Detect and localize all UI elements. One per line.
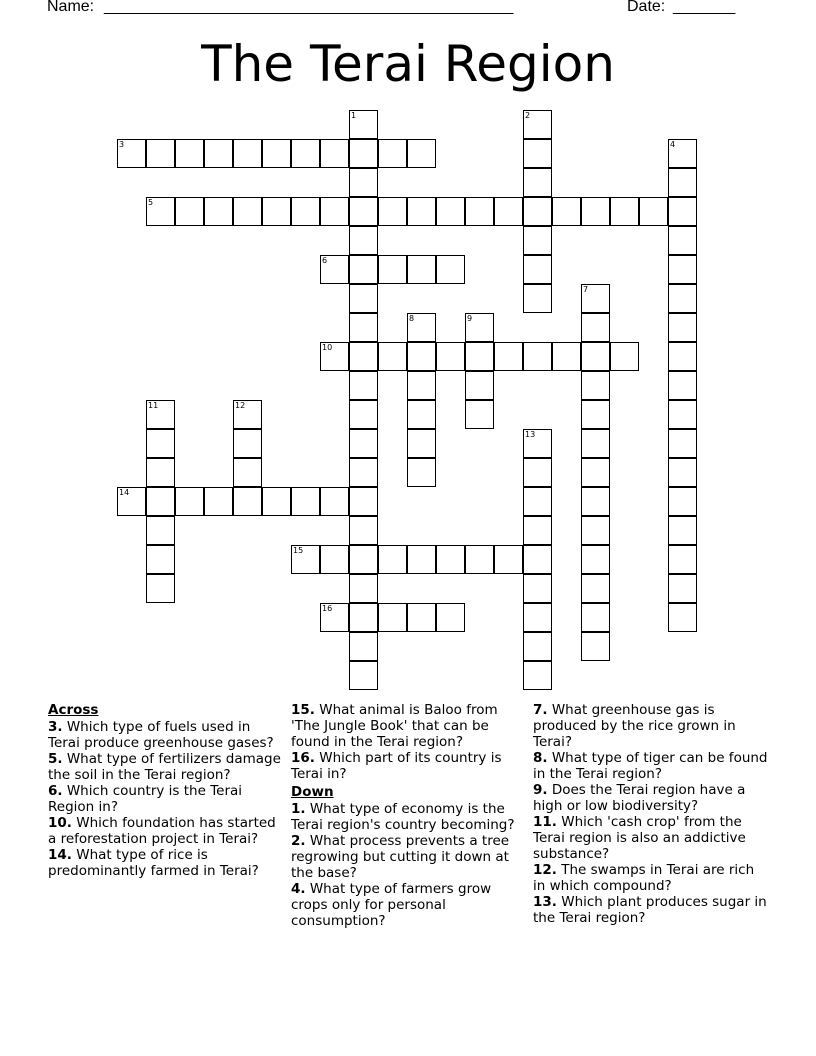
grid-cell[interactable] [523, 429, 552, 458]
grid-cell[interactable] [668, 371, 697, 400]
grid-cell[interactable] [523, 226, 552, 255]
clue-number: 10 [322, 343, 333, 352]
grid-cell[interactable] [407, 371, 436, 400]
grid-cell[interactable] [349, 168, 378, 197]
grid-cell[interactable] [349, 458, 378, 487]
grid-cell[interactable] [146, 487, 175, 516]
grid-cell[interactable] [233, 197, 262, 226]
grid-cell[interactable] [610, 342, 639, 371]
grid-cell[interactable] [581, 545, 610, 574]
clue-number: 8 [409, 314, 415, 323]
grid-cell[interactable] [465, 545, 494, 574]
grid-cell[interactable] [668, 429, 697, 458]
grid-cell[interactable] [175, 197, 204, 226]
grid-cell[interactable] [378, 139, 407, 168]
grid-cell[interactable] [349, 255, 378, 284]
grid-cell[interactable] [349, 342, 378, 371]
clue-across-10: 10. Which foundation has started a reforestation project in Terai? [48, 815, 276, 847]
grid-cell[interactable] [407, 139, 436, 168]
grid-cell[interactable] [668, 255, 697, 284]
grid-cell[interactable] [378, 197, 407, 226]
grid-cell[interactable] [320, 545, 349, 574]
clue-number: 15 [293, 546, 304, 555]
grid-cell[interactable] [407, 255, 436, 284]
grid-cell[interactable] [552, 197, 581, 226]
grid-cell[interactable] [378, 545, 407, 574]
grid-cell[interactable] [581, 632, 610, 661]
date-label: Date: [627, 0, 666, 15]
clue-number: 7 [583, 285, 589, 294]
grid-cell[interactable] [494, 342, 523, 371]
grid-cell[interactable] [581, 313, 610, 342]
grid-cell[interactable] [204, 197, 233, 226]
page-title: The Terai Region [201, 35, 615, 93]
grid-cell[interactable] [523, 574, 552, 603]
grid-cell[interactable] [668, 400, 697, 429]
grid-cell[interactable] [581, 342, 610, 371]
grid-cell[interactable] [204, 487, 233, 516]
grid-cell[interactable] [523, 516, 552, 545]
name-field[interactable]: ______________________________________________ [104, 0, 514, 15]
grid-cell[interactable] [378, 603, 407, 632]
grid-cell[interactable] [407, 545, 436, 574]
grid-cell[interactable] [349, 371, 378, 400]
grid-cell[interactable] [320, 342, 349, 371]
grid-cell[interactable] [523, 545, 552, 574]
grid-cell[interactable] [552, 342, 581, 371]
grid-cell[interactable] [407, 603, 436, 632]
grid-cell[interactable] [668, 168, 697, 197]
grid-cell[interactable] [523, 139, 552, 168]
grid-cell[interactable] [349, 400, 378, 429]
clue-number: 5 [148, 198, 154, 207]
grid-cell[interactable] [233, 139, 262, 168]
grid-cell[interactable] [349, 574, 378, 603]
grid-cell[interactable] [436, 342, 465, 371]
grid-cell[interactable] [349, 139, 378, 168]
clue-down-13: 13. Which plant produces sugar in the Terai region? [533, 894, 767, 926]
grid-cell[interactable] [465, 342, 494, 371]
grid-cell[interactable] [639, 197, 668, 226]
clue-number: 6 [322, 256, 328, 265]
grid-cell[interactable] [668, 458, 697, 487]
grid-cell[interactable] [349, 632, 378, 661]
grid-cell[interactable] [233, 429, 262, 458]
clues-column-3 [533, 702, 768, 926]
grid-cell[interactable] [668, 139, 697, 168]
grid-cell[interactable] [233, 458, 262, 487]
grid-cell[interactable] [117, 139, 146, 168]
grid-cell[interactable] [349, 313, 378, 342]
grid-cell[interactable] [668, 284, 697, 313]
grid-cell[interactable] [581, 487, 610, 516]
clue-down-11: 11. Which 'cash crop' from the Terai region is also an addictive substance? [533, 814, 746, 862]
grid-cell[interactable] [233, 487, 262, 516]
grid-cell[interactable] [668, 516, 697, 545]
grid-cell[interactable] [349, 197, 378, 226]
grid-cell[interactable] [204, 139, 233, 168]
grid-cell[interactable] [407, 400, 436, 429]
clue-across-5: 5. What type of fertilizers damage the soil in the Terai region? [48, 751, 281, 783]
clue-across-6: 6. Which country is the Terai Region in? [48, 783, 243, 815]
grid-cell[interactable] [320, 139, 349, 168]
grid-cell[interactable] [494, 545, 523, 574]
grid-cell[interactable] [436, 255, 465, 284]
grid-cell[interactable] [175, 487, 204, 516]
grid-cell[interactable] [581, 400, 610, 429]
grid-cell[interactable] [117, 487, 146, 516]
grid-cell[interactable] [523, 632, 552, 661]
grid-cell[interactable] [436, 197, 465, 226]
clue-down-7: 7. What greenhouse gas is produced by the rice grown in Terai? [533, 702, 736, 750]
grid-cell[interactable] [523, 168, 552, 197]
grid-cell[interactable] [262, 139, 291, 168]
grid-cell[interactable] [581, 371, 610, 400]
clue-number: 11 [148, 401, 159, 410]
grid-cell[interactable] [291, 545, 320, 574]
grid-cell[interactable] [349, 110, 378, 139]
grid-cell[interactable] [523, 661, 552, 690]
grid-cell[interactable] [349, 603, 378, 632]
grid-cell[interactable] [320, 255, 349, 284]
grid-cell[interactable] [146, 139, 175, 168]
grid-cell[interactable] [320, 197, 349, 226]
grid-cell[interactable] [407, 429, 436, 458]
clue-down-8: 8. What type of tiger can be found in the Terai region? [533, 750, 768, 782]
clue-across-14: 14. What type of rice is predominantly farmed in Terai? [48, 847, 259, 879]
grid-cell[interactable] [523, 197, 552, 226]
grid-cell[interactable] [581, 429, 610, 458]
grid-cell[interactable] [668, 545, 697, 574]
grid-cell[interactable] [581, 458, 610, 487]
grid-cell[interactable] [668, 342, 697, 371]
grid-cell[interactable] [668, 226, 697, 255]
grid-cell[interactable] [407, 458, 436, 487]
grid-cell[interactable] [262, 197, 291, 226]
grid-cell[interactable] [465, 400, 494, 429]
grid-cell[interactable] [581, 603, 610, 632]
grid-cell[interactable] [291, 197, 320, 226]
grid-cell[interactable] [175, 139, 204, 168]
clue-number: 1 [351, 111, 357, 120]
grid-cell[interactable] [262, 487, 291, 516]
clue-number: 12 [235, 401, 246, 410]
grid-cell[interactable] [523, 458, 552, 487]
grid-cell[interactable] [349, 487, 378, 516]
clue-across-16: 16. Which part of its country is Terai in? [291, 750, 502, 782]
grid-cell[interactable] [465, 197, 494, 226]
clue-number: 13 [525, 430, 536, 439]
grid-cell[interactable] [581, 574, 610, 603]
grid-cell[interactable] [233, 400, 262, 429]
grid-cell[interactable] [523, 284, 552, 313]
grid-cell[interactable] [465, 313, 494, 342]
grid-cell[interactable] [349, 226, 378, 255]
grid-cell[interactable] [407, 197, 436, 226]
grid-cell[interactable] [291, 487, 320, 516]
date-field[interactable]: _______ [673, 0, 736, 15]
clue-down-1: 1. What type of economy is the Terai region's country becoming? [291, 801, 515, 833]
grid-cell[interactable] [349, 516, 378, 545]
grid-cell[interactable] [320, 603, 349, 632]
grid-cell[interactable] [146, 400, 175, 429]
across-heading: Across [48, 702, 99, 718]
grid-cell[interactable] [349, 545, 378, 574]
grid-cell[interactable] [668, 197, 697, 226]
grid-cell[interactable] [610, 197, 639, 226]
grid-cell[interactable] [378, 342, 407, 371]
grid-cell[interactable] [349, 661, 378, 690]
grid-cell[interactable] [291, 139, 320, 168]
clue-down-12: 12. The swamps in Terai are rich in which compound? [533, 862, 755, 894]
clue-across-15: 15. What animal is Baloo from 'The Jungle Book' that can be found in the Terai region? [291, 702, 498, 750]
grid-cell[interactable] [523, 603, 552, 632]
clue-number: 3 [119, 140, 125, 149]
grid-cell[interactable] [407, 342, 436, 371]
clue-number: 4 [670, 140, 676, 149]
grid-cell[interactable] [523, 487, 552, 516]
grid-cell[interactable] [581, 284, 610, 313]
grid-cell[interactable] [581, 516, 610, 545]
grid-cell[interactable] [146, 574, 175, 603]
clue-down-2: 2. What process prevents a tree regrowing but cutting it down at the base? [291, 833, 510, 881]
clue-across-3: 3. Which type of fuels used in Terai produce greenhouse gases? [48, 719, 274, 751]
grid-cell[interactable] [436, 545, 465, 574]
down-heading: Down [291, 784, 334, 800]
grid-cell[interactable] [523, 342, 552, 371]
grid-cell[interactable] [349, 284, 378, 313]
grid-cell[interactable] [436, 603, 465, 632]
grid-cell[interactable] [146, 429, 175, 458]
grid-cell[interactable] [523, 255, 552, 284]
clue-number: 2 [525, 111, 531, 120]
grid-cell[interactable] [668, 313, 697, 342]
clues-column-1 [48, 702, 283, 879]
grid-cell[interactable] [668, 487, 697, 516]
grid-cell[interactable] [320, 487, 349, 516]
clue-down-9: 9. Does the Terai region have a high or low biodiversity? [533, 782, 746, 814]
grid-cell[interactable] [581, 197, 610, 226]
grid-cell[interactable] [668, 603, 697, 632]
grid-cell[interactable] [378, 255, 407, 284]
name-label: Name: [47, 0, 95, 15]
grid-cell[interactable] [349, 429, 378, 458]
clue-number: 16 [322, 604, 333, 613]
grid-cell[interactable] [407, 313, 436, 342]
clue-number: 9 [467, 314, 473, 323]
grid-cell[interactable] [146, 197, 175, 226]
grid-cell[interactable] [146, 545, 175, 574]
grid-cell[interactable] [494, 197, 523, 226]
grid-cell[interactable] [146, 516, 175, 545]
clues-column-2 [291, 702, 521, 929]
grid-cell[interactable] [465, 371, 494, 400]
grid-cell[interactable] [146, 458, 175, 487]
clue-number: 14 [119, 488, 130, 497]
clue-down-4: 4. What type of farmers grow crops only for personal consumption? [291, 881, 492, 929]
grid-cell[interactable] [668, 574, 697, 603]
grid-cell[interactable] [523, 110, 552, 139]
